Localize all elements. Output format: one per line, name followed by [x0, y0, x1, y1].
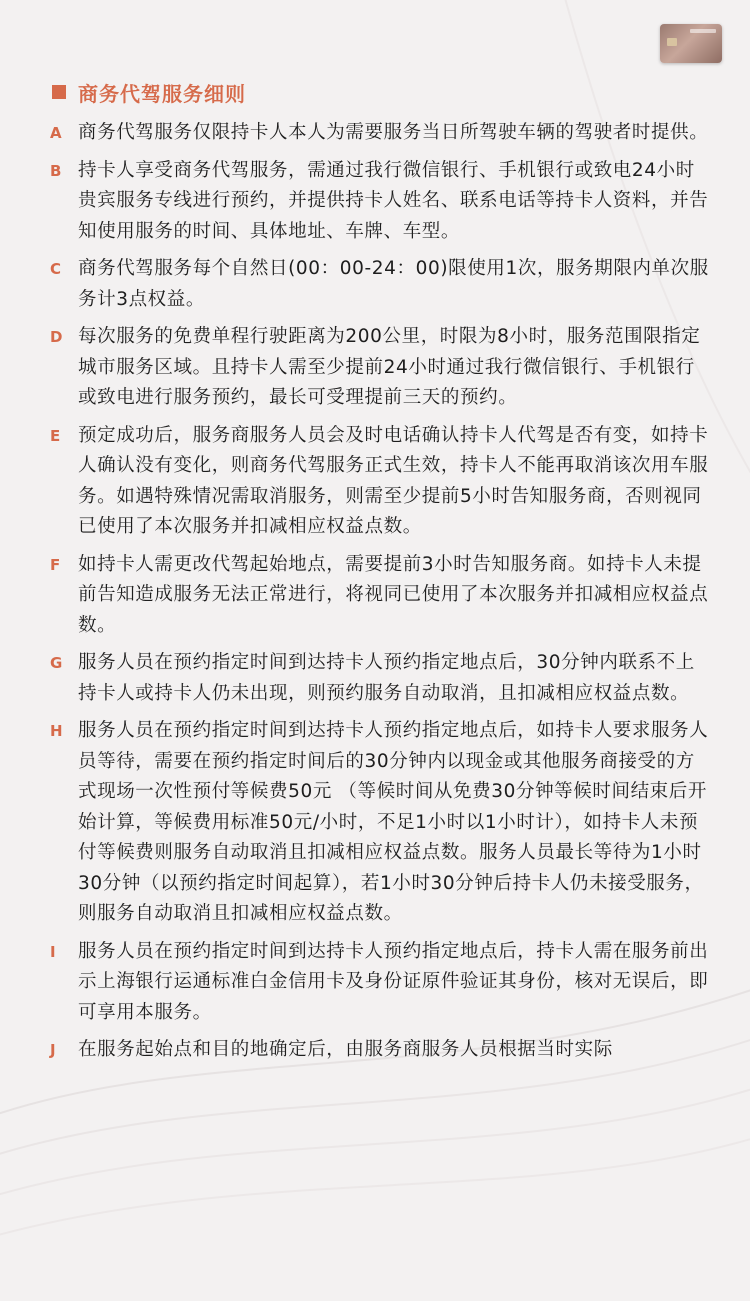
square-bullet-icon [52, 85, 66, 99]
section-heading [52, 78, 246, 106]
clause-text: 持卡人享受商务代驾服务，需通过我行微信银行、手机银行或致电24小时贵宾服务专线进行预约，并提供持卡人姓名、联系电话等持卡人资料，并告知使用服务的时间、具体地址、车牌、车型。 [78, 159, 709, 242]
clause-a [50, 118, 710, 149]
clause-e [50, 421, 710, 543]
clause-j [50, 1035, 710, 1066]
clause-text: 预定成功后，服务商服务人员会及时电话确认持卡人代驾是否有变，如持卡人确认没有变化，则商务代驾服务正式生效，持卡人不能再取消该次用车服务。如遇特殊情况需取消服务，则需至少提前5小时告知服务商，否则视同已使用了本次服务并扣减相应权益点数。 [78, 424, 709, 537]
clause-h [50, 716, 710, 930]
clause-letter: C [50, 260, 62, 278]
clause-letter: B [50, 161, 63, 180]
clause-letter: I [50, 942, 57, 961]
clause-letter: G [50, 654, 63, 672]
clause-d [50, 322, 710, 414]
clause-list [50, 118, 710, 1073]
clause-f [50, 550, 710, 642]
clause-letter: H [50, 722, 64, 740]
clause-text: 商务代驾服务仅限持卡人本人为需要服务当日所驾驶车辆的驾驶者时提供。 [78, 122, 709, 143]
credit-card-thumbnail [660, 24, 722, 63]
card-chip-icon [667, 38, 677, 46]
clause-text: 每次服务的免费单程行驶距离为200公里，时限为8小时，服务范围限指定城市服务区域。且持卡人需至少提前24小时通过我行微信银行、手机银行或致电进行服务预约，最长可受理提前三天的预约。 [78, 326, 701, 408]
clause-text: 服务人员在预约指定时间到达持卡人预约指定地点后，如持卡人要求服务人员等待，需要在预约指定时间后的30分钟内以现金或其他服务商接受的方式现场一次性预付等候费50元 （等候时间从免费30分钟等候时间结束后开始计算，等候费用标准50元/小时，不足1小时以1小时计），如持卡人未预付等候费则服务自动取消且扣减相应权益点数。服务人员最长等待为1小时30分钟（以预约指定时间起算），若1小时30分钟后持卡人仍未接受服务，则服务自动取消且扣减相应权益点数。 [78, 720, 709, 924]
clause-text: 在服务起始点和目的地确定后，由服务商服务人员根据当时实际 [78, 1039, 613, 1060]
clause-c [50, 254, 710, 315]
clause-letter: J [50, 1041, 57, 1059]
clause-g [50, 648, 710, 709]
clause-b [50, 156, 710, 248]
section-title-text: 商务代驾服务细则 [78, 81, 246, 106]
clause-text: 服务人员在预约指定时间到达持卡人预约指定地点后，持卡人需在服务前出示上海银行运通标准白金信用卡及身份证原件验证其身份，核对无误后，即可享用本服务。 [78, 940, 709, 1023]
clause-letter: A [50, 124, 63, 142]
clause-letter: E [50, 426, 61, 445]
clause-text: 商务代驾服务每个自然日(00：00-24：00)限使用1次，服务期限内单次服务计3点权益。 [78, 258, 709, 310]
clause-letter: F [50, 555, 61, 574]
clause-text: 如持卡人需更改代驾起始地点，需要提前3小时告知服务商。如持卡人未提前告知造成服务无法正常进行，将视同已使用了本次服务并扣减相应权益点数。 [78, 553, 709, 636]
clause-i [50, 937, 710, 1029]
clause-letter: D [50, 328, 64, 346]
card-logo-mark [690, 29, 716, 33]
clause-text: 服务人员在预约指定时间到达持卡人预约指定地点后，30分钟内联系不上持卡人或持卡人仍未出现，则预约服务自动取消，且扣减相应权益点数。 [78, 652, 695, 704]
